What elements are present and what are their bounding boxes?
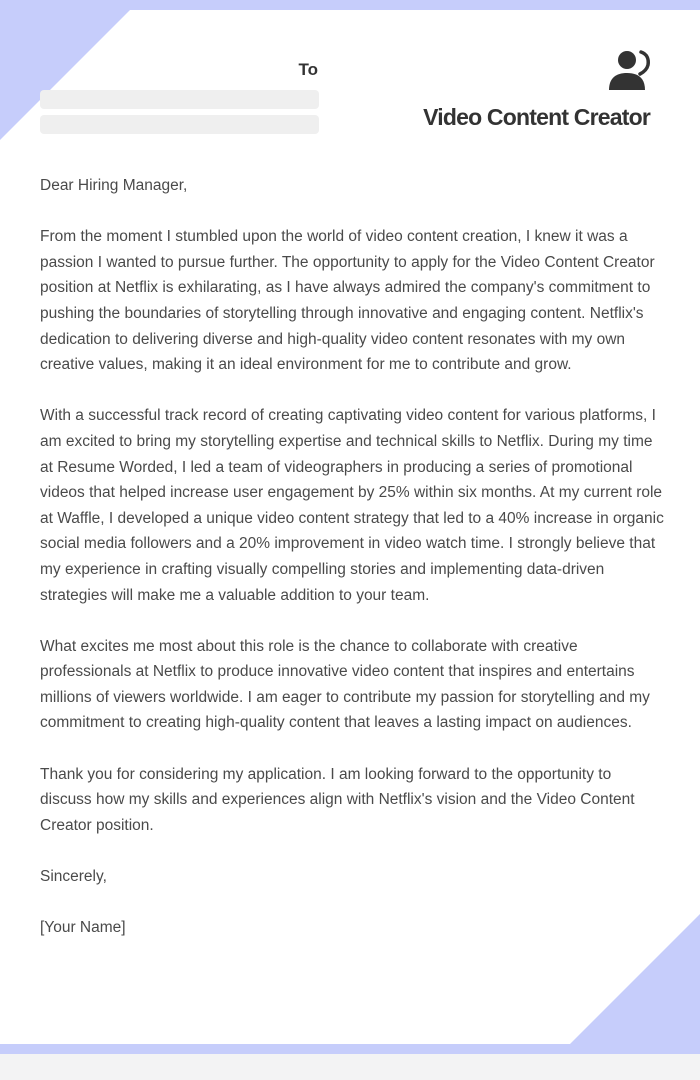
paragraph-3: What excites me most about this role is the chance to collaborate with creative professionals at Netflix to produce innovative video content that inspires and entertains millions of viewers worldwide. I am eager to contribute my passion for storytelling and my commitment to creating high-quality content that leaves a lasting impact on audiences. — [40, 637, 650, 732]
job-title: Video Content Creator — [423, 104, 650, 130]
to-label: To — [298, 60, 318, 79]
letter-body — [40, 173, 664, 966]
greeting: Dear Hiring Manager, — [40, 177, 188, 194]
closing: Sincerely, — [40, 868, 107, 886]
letter-page — [0, 10, 700, 1044]
paragraph-2: With a successful track record of creating captivating video content for various platforms, I am excited to bring my storytelling expertise and technical skills to Netflix. During my time at Resume Worded, I led a team of videographers in producing a series of promotional videos that helped increase user engagement by 25% within six months. At my current role at Waffle, I developed a unique video content strategy that led to a 40% increase in organic social media followers and a 20% improvement in video watch time. I strongly believe that my experience in crafting visually compelling stories and implementing data-driven strategies will make me a valuable addition to your team. — [40, 407, 664, 604]
signature: [Your Name] — [40, 919, 126, 937]
recipient-address-placeholder — [40, 115, 319, 134]
recipient-address-placeholder — [40, 90, 319, 109]
user-headset-icon — [606, 48, 652, 92]
paragraph-1: From the moment I stumbled upon the world of video content creation, I knew it was a passion I wanted to pursue further. The opportunity to apply for the Video Content Creator position at Netflix is exhilarating, as I have always admired the company's commitment to pushing the boundaries of storytelling through innovative and engaging content. Netflix's dedication to delivering diverse and high-quality video content resonates with my own creative values, making it an ideal environment for me to contribute and grow. — [40, 228, 655, 374]
paragraph-4: Thank you for considering my application. I am looking forward to the opportunity to discuss how my skills and experiences align with Netflix's vision and the Video Content Creator position. — [40, 765, 635, 834]
